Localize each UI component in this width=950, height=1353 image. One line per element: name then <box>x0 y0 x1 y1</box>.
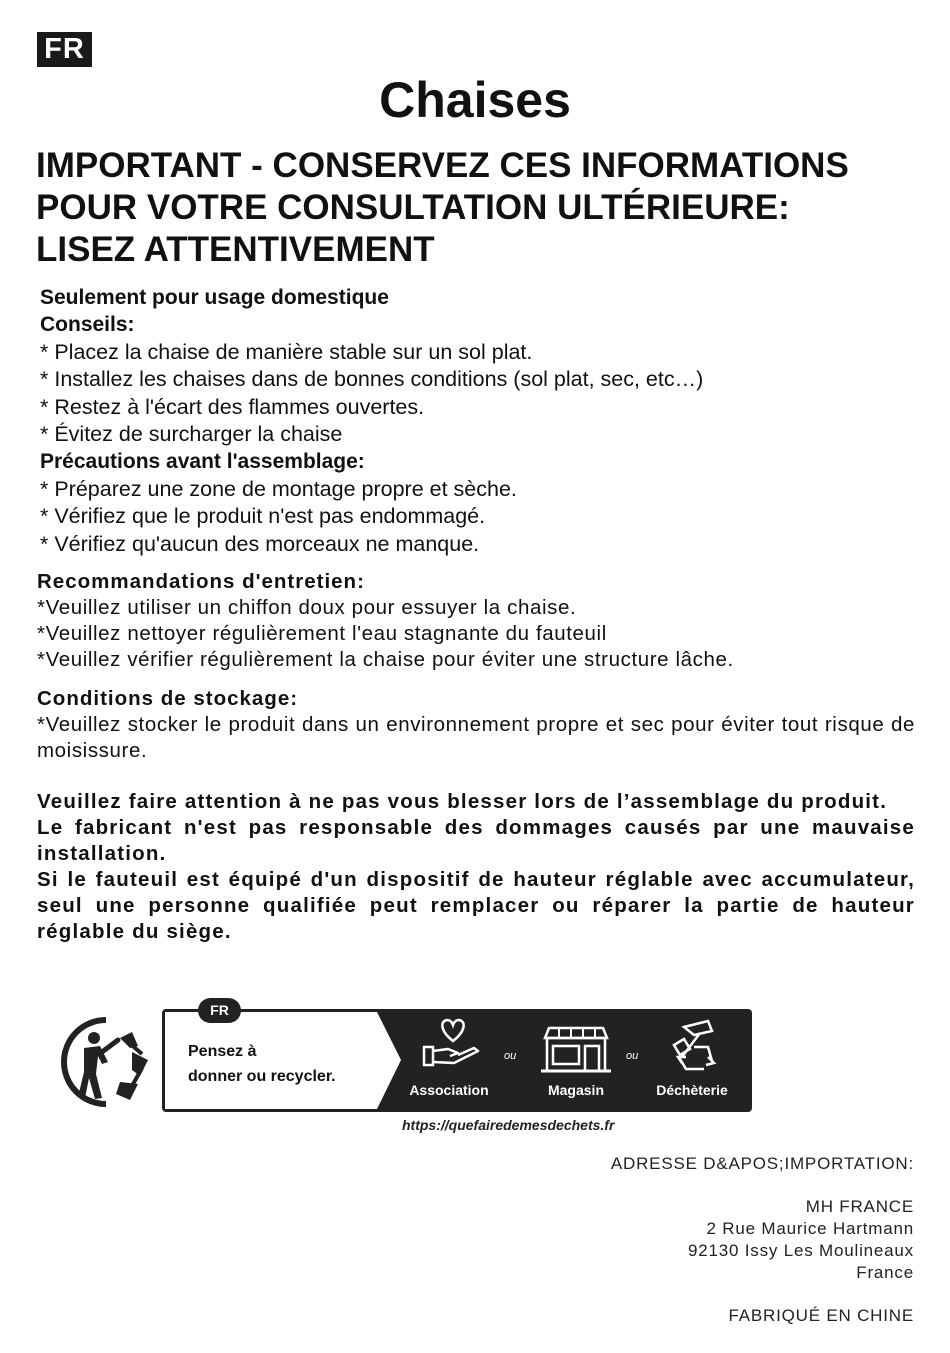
pensez-text <box>188 1039 388 1089</box>
pensez-line: donner ou recycler. <box>188 1068 336 1085</box>
importer-street: 2 Rue Maurice Hartmann <box>706 1219 914 1238</box>
language-badge: FR <box>37 32 92 67</box>
stockage-text: *Veuillez stocker le produit dans un environnement propre et sec pour éviter tout risque de moisissure. <box>37 713 915 762</box>
precautions-item: * Vérifiez qu'aucun des morceaux ne manque. <box>40 531 480 556</box>
important-headline <box>36 145 936 271</box>
recycling-bin-icon <box>664 1017 724 1073</box>
importer-address <box>688 1196 914 1284</box>
warnings-section <box>37 789 915 945</box>
warning-paragraph: Si le fauteuil est équipé d'un dispositif de hauteur réglable avec accumulateur, seul une personne qualifiée peut remplacer ou réparer la partie de hauteur réglable du siège. <box>37 868 915 943</box>
headline-line: POUR VOTRE CONSULTATION ULTÉRIEURE: <box>36 188 790 227</box>
usage-and-advice-section <box>40 284 920 558</box>
precautions-item: * Préparez une zone de montage propre et sèche. <box>40 476 517 501</box>
triman-icon <box>58 1016 154 1108</box>
conseils-item: * Évitez de surcharger la chaise <box>40 422 343 447</box>
storage-section <box>37 686 915 764</box>
option-magasin: Magasin <box>547 1082 604 1098</box>
maintenance-section <box>37 569 915 673</box>
page-title: Chaises <box>379 72 571 128</box>
heart-hand-icon <box>420 1015 486 1071</box>
importer-name: MH FRANCE <box>805 1197 914 1216</box>
headline-line: IMPORTANT - CONSERVEZ CES INFORMATIONS <box>36 146 849 185</box>
option-decheterie: Déchèterie <box>656 1082 728 1098</box>
conseils-item: * Installez les chaises dans de bonnes conditions (sol plat, sec, etc…) <box>40 367 704 392</box>
pensez-line: Pensez à <box>188 1043 257 1060</box>
option-association: Association <box>409 1082 489 1098</box>
importer-country: France <box>856 1263 914 1282</box>
precautions-item: * Vérifiez que le produit n'est pas endommagé. <box>40 504 486 529</box>
entretien-item: *Veuillez vérifier régulièrement la chaise pour éviter une structure lâche. <box>37 648 734 671</box>
shop-icon <box>541 1026 611 1074</box>
importer-label: ADRESSE D&APOS;IMPORTATION: <box>610 1154 914 1173</box>
headline-line: LISEZ ATTENTIVEMENT <box>36 230 435 269</box>
separator-ou: ou <box>626 1050 639 1062</box>
warning-paragraph: Le fabricant n'est pas responsable des dommages causés par une mauvaise installation. <box>37 816 915 865</box>
separator-ou: ou <box>504 1050 517 1062</box>
conseils-item: * Placez la chaise de manière stable sur un sol plat. <box>40 339 533 364</box>
importer-city: 92130 Issy Les Moulineaux <box>687 1241 914 1260</box>
usage-note: Seulement pour usage domestique <box>40 286 389 309</box>
recycling-url: https://quefairedemesdechets.fr <box>402 1117 615 1133</box>
conseils-item: * Restez à l'écart des flammes ouvertes. <box>40 394 425 419</box>
origin-label: FABRIQUÉ EN CHINE <box>728 1306 914 1325</box>
fr-tab: FR <box>198 998 241 1023</box>
conseils-heading: Conseils: <box>40 313 135 337</box>
entretien-item: *Veuillez nettoyer régulièrement l'eau stagnante du fauteuil <box>37 622 607 645</box>
entretien-heading: Recommandations d'entretien: <box>37 570 365 593</box>
warning-paragraph: Veuillez faire attention à ne pas vous blesser lors de l’assemblage du produit. <box>37 790 888 813</box>
precautions-heading: Précautions avant l'assemblage: <box>40 450 365 474</box>
stockage-heading: Conditions de stockage: <box>37 687 299 710</box>
entretien-item: *Veuillez utiliser un chiffon doux pour essuyer la chaise. <box>37 596 577 619</box>
